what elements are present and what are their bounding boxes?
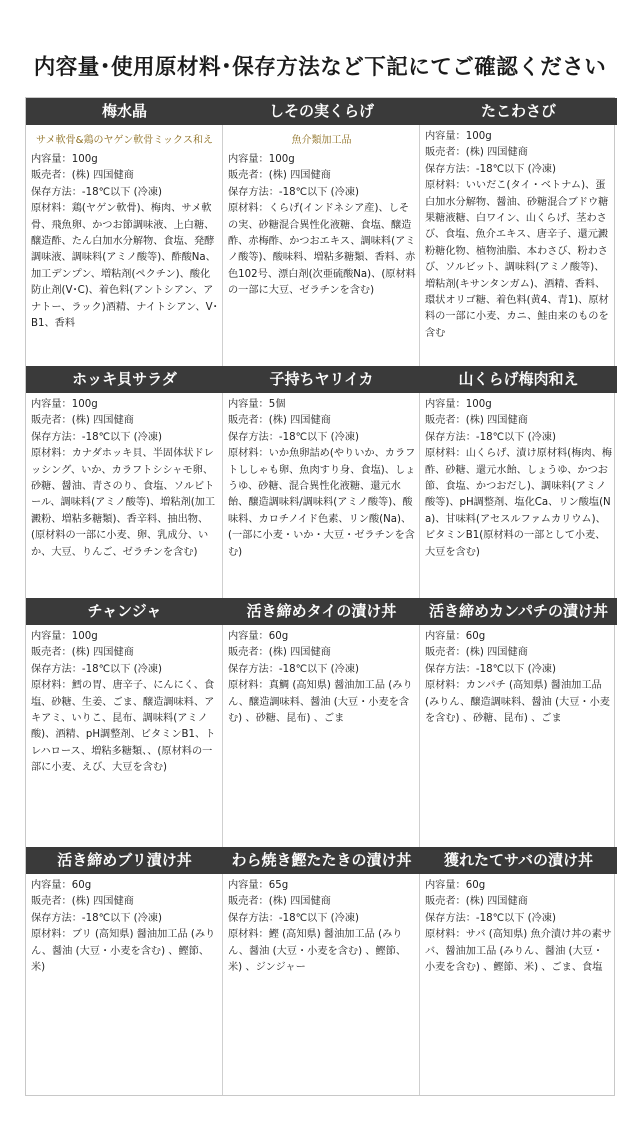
storage-method: 保存方法：-18℃以下 (冷凍) bbox=[425, 431, 556, 443]
product-subtitle: 魚介類加工品 bbox=[291, 135, 352, 146]
page-title: 内容量･使用原材料･保存方法など下記にてご確認ください bbox=[33, 55, 607, 80]
content-amount: 内容量：100g bbox=[31, 631, 98, 642]
content-amount: 内容量：60g bbox=[31, 880, 92, 891]
product-name: ホッキ貝サラダ bbox=[26, 366, 223, 393]
seller: 販売者：(株) 四国健商 bbox=[31, 415, 134, 427]
seller: 販売者：(株) 四国健商 bbox=[228, 170, 331, 182]
ingredients: 原材料：真鯛 (高知県) 醤油加工品 (みりん、醸造調味料、醤油 (大豆・小麦を含む) 、砂糖、昆布) 、ごま bbox=[228, 680, 413, 725]
ingredients: 原材料：サバ (高知県) 魚介漬け丼の素サバ、醤油加工品 (みりん、醤油 (大豆・小麦を含む) 、鰹節、米) 、ごま、食塩 bbox=[425, 929, 612, 974]
product-name: しその実くらげ bbox=[223, 98, 420, 125]
product-details bbox=[26, 148, 223, 332]
product-cell bbox=[26, 98, 223, 332]
product-cell bbox=[223, 598, 420, 727]
storage-method: 保存方法：-18℃以下 (冷凍) bbox=[425, 163, 556, 175]
storage-method: 保存方法：-18℃以下 (冷凍) bbox=[425, 663, 556, 675]
product-details bbox=[420, 625, 617, 727]
product-details bbox=[223, 874, 420, 976]
product-cell bbox=[223, 847, 420, 976]
ingredients: 原材料：鱈の胃、唐辛子、にんにく、食塩、砂糖、生姜、ごま、醸造調味料、アキアミ、いりこ、昆布、調味料(アミノ酸)、酒精、pH調整剤、ビタミンB1、トレハロース、増粘多糖類、、(原材料の一部に小麦、えび、大豆を含む) bbox=[31, 680, 216, 774]
product-details bbox=[420, 125, 617, 342]
seller: 販売者：(株) 四国健商 bbox=[425, 415, 528, 427]
product-details bbox=[420, 393, 617, 561]
seller: 販売者：(株) 四国健商 bbox=[425, 647, 528, 659]
product-name: 子持ちヤリイカ bbox=[223, 366, 420, 393]
storage-method: 保存方法：-18℃以下 (冷凍) bbox=[228, 663, 359, 675]
content-amount: 内容量：5個 bbox=[228, 399, 286, 410]
content-amount: 内容量：65g bbox=[228, 880, 289, 891]
product-cell bbox=[223, 366, 420, 561]
content-amount: 内容量：60g bbox=[425, 631, 486, 642]
seller: 販売者：(株) 四国健商 bbox=[425, 147, 528, 159]
product-cell bbox=[420, 366, 617, 561]
content-amount: 内容量：100g bbox=[425, 131, 492, 142]
product-name: 活き締めタイの漬け丼 bbox=[223, 598, 420, 625]
content-amount: 内容量：100g bbox=[425, 399, 492, 410]
product-details bbox=[420, 874, 617, 976]
product-cell bbox=[420, 598, 617, 727]
content-amount: 内容量：100g bbox=[31, 154, 98, 165]
product-cell bbox=[420, 98, 617, 342]
storage-method: 保存方法：-18℃以下 (冷凍) bbox=[31, 663, 162, 675]
product-cell bbox=[26, 847, 223, 976]
ingredients: 原材料：鰹 (高知県) 醤油加工品 (みりん、醤油 (大豆・小麦を含む) 、鰹節、米) 、ジンジャー bbox=[228, 929, 407, 974]
product-details bbox=[26, 393, 223, 561]
ingredients: 原材料：いいだこ(タイ・ベトナム)、蛋白加水分解物、醤油、砂糖混合ブドウ糖果糖液糖、白ワイン、山くらげ、茎わさび、食塩、魚介エキス、唐辛子、還元澱粉糖化物、植物油脂、本わさび、粉わさび、ソルビット、調味料(アミノ酸等)、増粘剤(キサンタンガム)、酒精、香料、環状オリゴ糖、着色料(黄4、青1)、原材料の一部に小麦、カニ、鮭由来のものを含む bbox=[425, 180, 609, 339]
storage-method: 保存方法：-18℃以下 (冷凍) bbox=[228, 431, 359, 443]
content-amount: 内容量：60g bbox=[228, 631, 289, 642]
product-name: たこわさび bbox=[420, 98, 617, 125]
product-name: わら焼き鰹たたきの漬け丼 bbox=[223, 847, 420, 874]
storage-method: 保存方法：-18℃以下 (冷凍) bbox=[228, 912, 359, 924]
product-details bbox=[26, 874, 223, 976]
ingredients: 原材料：カンパチ (高知県) 醤油加工品 (みりん、醸造調味料、醤油 (大豆・小麦を含む) 、砂糖、昆布) 、ごま bbox=[425, 680, 610, 725]
storage-method: 保存方法：-18℃以下 (冷凍) bbox=[31, 186, 162, 198]
ingredients: 原材料：山くらげ、漬け原材料(梅肉、梅酢、砂糖、還元水飴、しょうゆ、かつお節、食塩、かつおだし)、調味料(アミノ酸等)、pH調整剤、塩化Ca、リン酸塩(Na)、甘味料(アセスルファムカリウム)、ビタミンB1(原材料の一部として小麦、大豆を含む) bbox=[425, 448, 612, 558]
product-cell bbox=[26, 366, 223, 561]
product-cell bbox=[26, 598, 223, 777]
seller: 販売者：(株) 四国健商 bbox=[228, 415, 331, 427]
storage-method: 保存方法：-18℃以下 (冷凍) bbox=[228, 186, 359, 198]
seller: 販売者：(株) 四国健商 bbox=[31, 170, 134, 182]
content-amount: 内容量：100g bbox=[31, 399, 98, 410]
storage-method: 保存方法：-18℃以下 (冷凍) bbox=[425, 912, 556, 924]
product-name: 活き締めカンパチの漬け丼 bbox=[420, 598, 617, 625]
product-details bbox=[223, 393, 420, 561]
product-name: チャンジャ bbox=[26, 598, 223, 625]
ingredients: 原材料：カナダホッキ貝、半固体状ドレッシング、いか、カラフトシシャモ卵、砂糖、醤油、青さのり、食塩、ソルビトール、調味料(アミノ酸等)、増粘剤(加工澱粉、増粘多糖類)、香辛料、抽出物、(原材料の一部に小麦、卵、乳成分、いか、大豆、りんご、ゼラチンを含む) bbox=[31, 448, 216, 558]
ingredients: 原材料：くらげ(インドネシア産)、しその実、砂糖混合異性化液糖、食塩、醸造酢、赤梅酢、かつおエキス、調味料(アミノ酸等)、酸味料、増粘多糖類、香料、赤色102号、漂白剤(次亜硫酸Na)、(原材料の一部に大豆、ゼラチンを含む) bbox=[228, 203, 416, 297]
product-name: 獲れたてサバの漬け丼 bbox=[420, 847, 617, 874]
ingredients: 原材料：ブリ (高知県) 醤油加工品 (みりん、醤油 (大豆・小麦を含む) 、鰹節、米) bbox=[31, 929, 216, 974]
product-info-grid bbox=[25, 97, 615, 1096]
product-details bbox=[223, 625, 420, 727]
storage-method: 保存方法：-18℃以下 (冷凍) bbox=[31, 912, 162, 924]
product-cell bbox=[420, 847, 617, 976]
seller: 販売者：(株) 四国健商 bbox=[31, 896, 134, 908]
product-details bbox=[26, 625, 223, 777]
product-name: 山くらげ梅肉和え bbox=[420, 366, 617, 393]
ingredients: 原材料：いか魚卵詰め(やりいか、カラフトししゃも卵、魚肉すり身、食塩)、しょうゆ、砂糖、混合異性化液糖、還元水飴、醸造調味料/調味料(アミノ酸等)、酸味料、カロチノイド色素、リン酸(Na)、(一部に小麦・いか・大豆・ゼラチンを含む) bbox=[228, 448, 416, 558]
content-amount: 内容量：100g bbox=[228, 154, 295, 165]
product-details bbox=[223, 148, 420, 300]
seller: 販売者：(株) 四国健商 bbox=[228, 896, 331, 908]
content-amount: 内容量：60g bbox=[425, 880, 486, 891]
product-cell bbox=[223, 98, 420, 300]
seller: 販売者：(株) 四国健商 bbox=[425, 896, 528, 908]
product-name: 梅水晶 bbox=[26, 98, 223, 125]
storage-method: 保存方法：-18℃以下 (冷凍) bbox=[31, 431, 162, 443]
seller: 販売者：(株) 四国健商 bbox=[228, 647, 331, 659]
ingredients: 原材料：鶏(ヤゲン軟骨)、梅肉、サメ軟骨、飛魚卵、かつお節調味液、上白糖、醸造酢、たん白加水分解物、食塩、発酵調味液、調味料(アミノ酸等)、酢酸Na、加工デンプン、増粘剤(ペクチン)、酸化防止剤(V･C)、着色料(アントシアン、アナトー、ラック)酒精、ナイトシアン、V･B1、香料 bbox=[31, 203, 218, 330]
product-subtitle: サメ軟骨&鶏のヤゲン軟骨ミックス和え bbox=[36, 135, 213, 146]
product-name: 活き締めブリ漬け丼 bbox=[26, 847, 223, 874]
seller: 販売者：(株) 四国健商 bbox=[31, 647, 134, 659]
